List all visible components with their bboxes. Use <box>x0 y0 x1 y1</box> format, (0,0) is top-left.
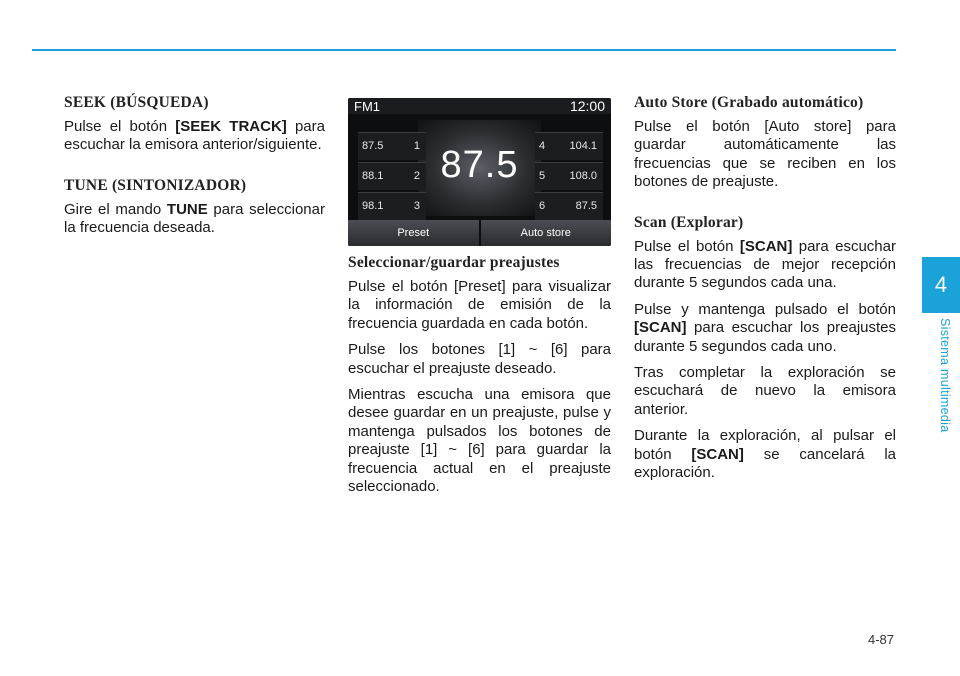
preset-button-3[interactable]: 98.1 3 <box>358 192 426 220</box>
auto-store-paragraph: Pulse el botón [Auto store] para guardar automáticamente las frecuencias que se reciben en los botones de preajuste. <box>634 118 896 191</box>
seek-track-key: [SEEK TRACK] <box>175 118 287 135</box>
scan-paragraph-2: Pulse y mantenga pulsado el botón [SCAN] para escuchar los preajustes durante 5 segundos cada uno. <box>634 300 896 355</box>
column-2 <box>348 98 611 504</box>
preset-list-right <box>535 132 603 222</box>
seek-heading: SEEK (BÚSQUEDA) <box>64 94 209 111</box>
current-frequency: 87.5 <box>440 144 519 186</box>
preset-list-left <box>358 132 426 222</box>
tune-key: TUNE <box>166 200 208 218</box>
tune-paragraph: Gire el mando TUNE para seleccionar la frecuencia deseada. <box>64 200 325 237</box>
preset-button-4[interactable]: 4 104.1 <box>535 132 603 160</box>
preset-button[interactable]: Preset <box>348 220 479 246</box>
column-3 <box>634 94 896 491</box>
scan-paragraph-1: Pulse el botón [SCAN] para escuchar las frecuencias de mejor recepción durante 5 segundos cada una. <box>634 237 896 292</box>
scan-paragraph-3: Tras completar la exploración se escuchará de nuevo la emisora anterior. <box>634 364 896 418</box>
presets-paragraph-1: Pulse el botón [Preset] para visualizar la información de emisión de la frecuencia guardada en cada botón. <box>348 278 611 332</box>
scan-heading: Scan (Explorar) <box>634 213 744 231</box>
band-label: FM1 <box>354 99 380 114</box>
header-rule <box>32 49 896 51</box>
chapter-label: Sistema multimedia <box>938 318 952 433</box>
presets-paragraph-3: Mientras escucha una emisora que desee guardar en un preajuste, pulse y mantenga pulsados los botones de preajuste [1] ~ [6] para guardar la frecuencia actual en el preajuste seleccionado. <box>348 386 611 496</box>
presets-paragraph-2: Pulse los botones [1] ~ [6] para escuchar el preajuste deseado. <box>348 341 611 377</box>
preset-button-1[interactable]: 87.5 1 <box>358 132 426 160</box>
presets-heading: Seleccionar/guardar preajustes <box>348 254 560 271</box>
preset-button-6[interactable]: 6 87.5 <box>535 192 603 220</box>
radio-header <box>348 98 611 114</box>
preset-button-5[interactable]: 5 108.0 <box>535 162 603 190</box>
radio-button-bar <box>348 220 611 246</box>
radio-screen <box>348 98 611 246</box>
column-1 <box>64 94 325 246</box>
scan-paragraph-4: Durante la exploración, al pulsar el botón [SCAN] se cancelará la exploración. <box>634 427 896 482</box>
auto-store-heading: Auto Store (Grabado automático) <box>634 94 864 111</box>
seek-paragraph: Pulse el botón [SEEK TRACK] para escuchar la emisora anterior/siguiente. <box>64 118 325 154</box>
clock: 12:00 <box>569 98 605 114</box>
preset-button-2[interactable]: 88.1 2 <box>358 162 426 190</box>
tune-heading: TUNE (SINTONIZADOR) <box>64 176 247 194</box>
page-number: 4-87 <box>867 632 894 647</box>
auto-store-button[interactable]: Auto store <box>481 220 612 246</box>
chapter-tab: 4 <box>922 257 960 313</box>
